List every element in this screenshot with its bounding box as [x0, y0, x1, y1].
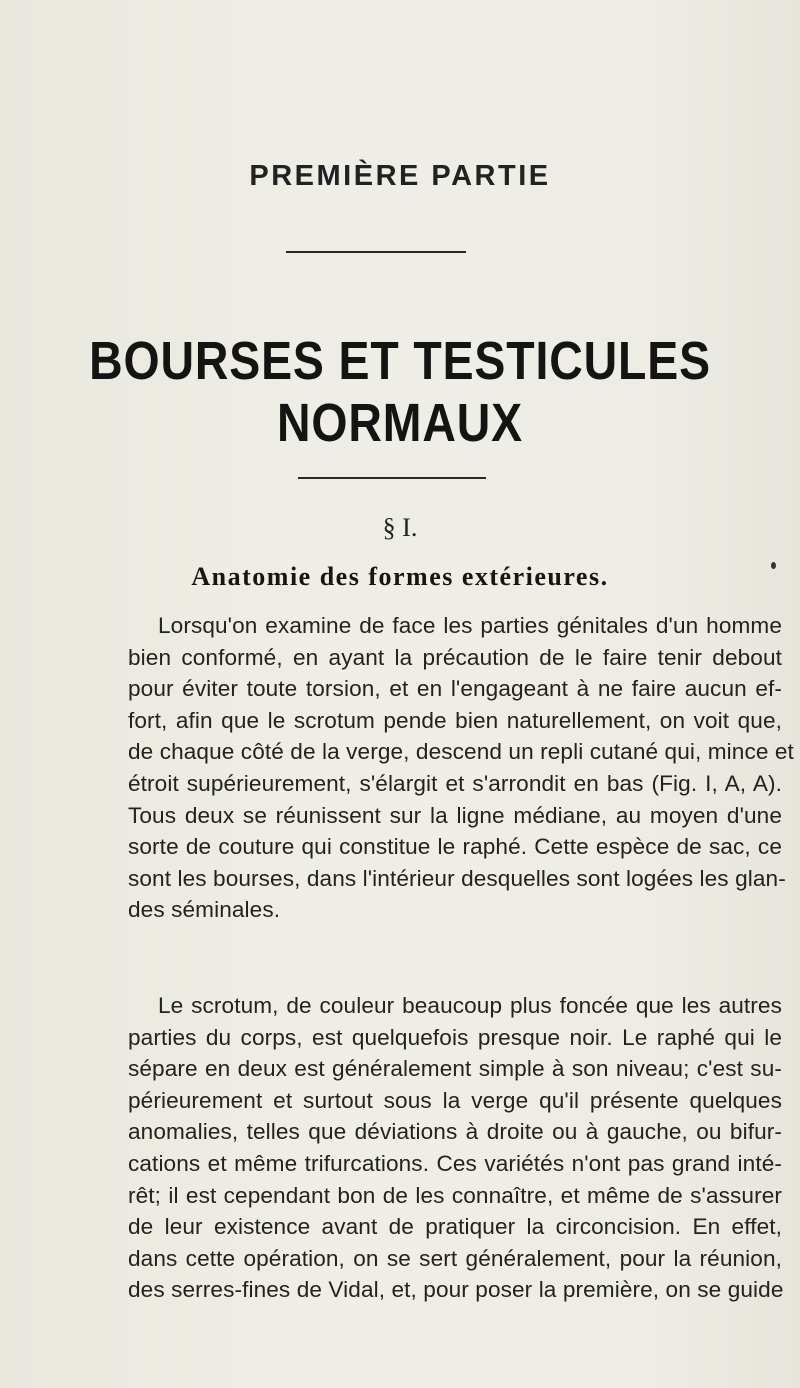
text-line: dans cette opération, on se sert généralement, pour la réunion,: [128, 1245, 782, 1271]
text-line: des séminales.: [128, 897, 281, 923]
part-title: PREMIÈRE PARTIE: [249, 160, 551, 192]
text-line: périeurement et surtout sous la verge qu'il présente quelques: [128, 1087, 782, 1113]
text-line: anomalies, telles que déviations à droite ou à gauche, ou bifur-: [128, 1119, 782, 1145]
text-line: des serres-fines de Vidal, et, pour poser la première, on se guide: [128, 1277, 784, 1303]
text-line: cations et même trifurcations. Ces variétés n'ont pas grand inté-: [128, 1150, 782, 1176]
text-line: pour éviter toute torsion, et en l'engageant à ne faire aucun ef-: [128, 676, 782, 702]
section-number: § I.: [382, 513, 418, 542]
text-line: bien conformé, en ayant la précaution de le faire tenir debout: [128, 644, 782, 670]
text-line: de chaque côté de la verge, descend un repli cutané qui, mince et: [128, 739, 794, 765]
text-line: parties du corps, est quelquefois presque noir. Le raphé qui le: [128, 1024, 782, 1050]
divider-rule-top: [286, 251, 466, 253]
text-line: sont les bourses, dans l'intérieur desquelles sont logées les glan-: [128, 865, 786, 891]
text-line: sorte de couture qui constitue le raphé. Cette espèce de sac, ce: [128, 834, 782, 860]
chapter-title: BOURSES ET TESTICULES NORMAUX: [89, 331, 711, 453]
text-line: étroit supérieurement, s'élargit et s'arrondit en bas (Fig. I, A, A).: [128, 770, 782, 796]
paragraph-1: [128, 610, 794, 926]
text-line: Lorsqu'on examine de face les parties génitales d'un homme: [158, 613, 782, 638]
text-line: de leur existence avant de pratiquer la circoncision. En effet,: [128, 1214, 782, 1240]
text-line: sépare en deux est généralement simple à son niveau; c'est su-: [128, 1056, 782, 1082]
text-line: Le scrotum, de couleur beaucoup plus foncée que les autres: [158, 993, 782, 1018]
text-line: fort, afin que le scrotum pende bien naturellement, on voit que,: [128, 707, 782, 733]
margin-ink-dot: [771, 562, 776, 569]
divider-rule-bottom: [298, 477, 486, 479]
paragraph-2: [128, 990, 782, 1306]
section-title: Anatomie des formes extérieures.: [191, 562, 609, 591]
text-line: Tous deux se réunissent sur la ligne médiane, au moyen d'une: [128, 802, 782, 828]
text-line: rêt; il est cependant bon de les connaître, et même de s'assurer: [128, 1182, 782, 1208]
